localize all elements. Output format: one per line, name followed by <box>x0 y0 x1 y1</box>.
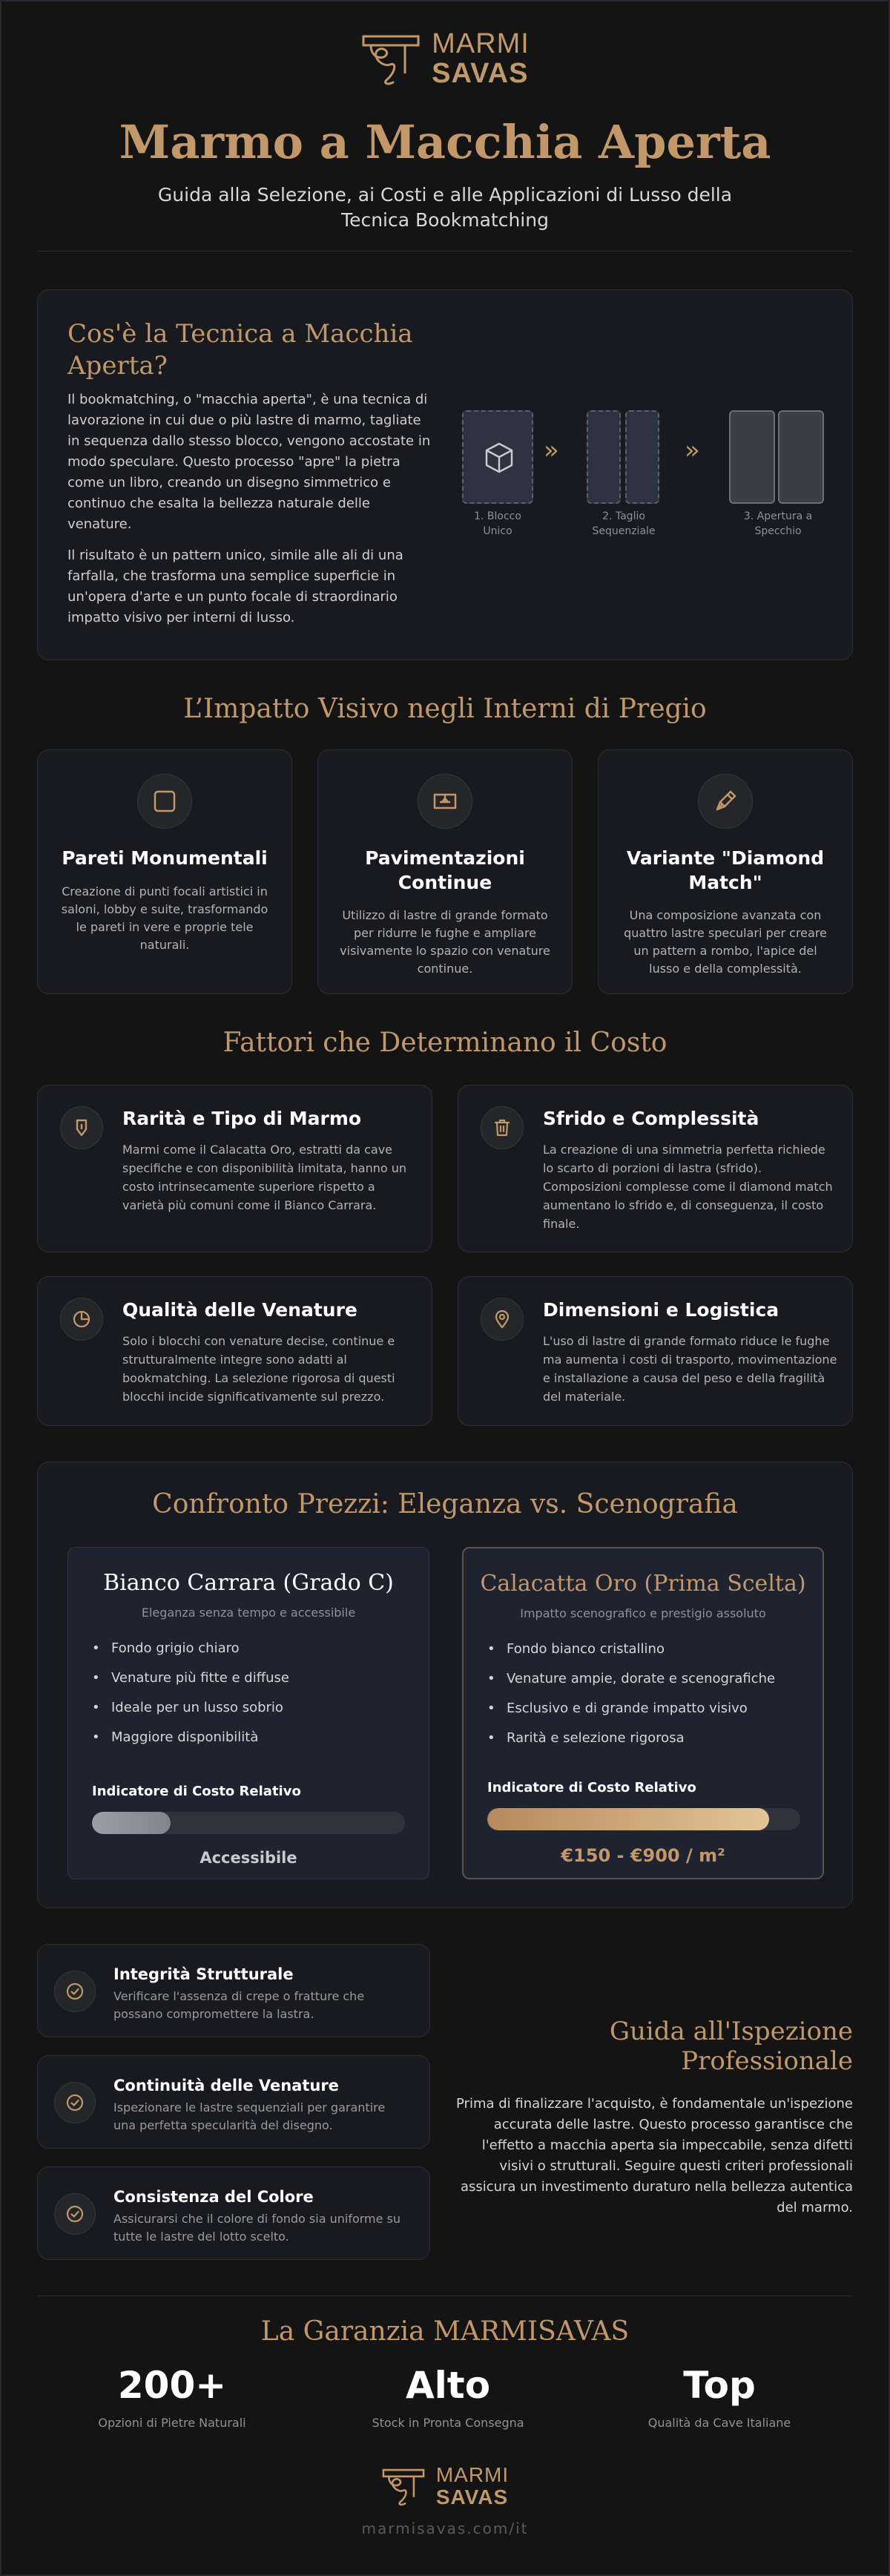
indicator-label: Indicatore di Costo Relativo <box>487 1780 696 1795</box>
stat-value: Alto <box>405 2364 491 2407</box>
application-title: Pavimentazioni Continue <box>365 847 525 893</box>
cost-factor-text: Marmi come il Calacatta Oro, estratti da cave specifiche e con disponibilità limitata, hanno un costo intrinsecamente superiore rispetto a varietà più comuni come il Bianco Carrara. <box>122 1143 407 1212</box>
slab-right-shape <box>625 410 659 504</box>
cost-factor-title: Qualità delle Venature <box>122 1299 357 1321</box>
cost-indicator-fill <box>92 1812 171 1834</box>
stat-item <box>61 2364 283 2430</box>
option-price: €150 - €900 / m² <box>561 1845 725 1866</box>
feature-item: • Fondo grigio chiaro <box>92 1640 289 1670</box>
application-title: Pareti Monumentali <box>62 847 268 869</box>
cost-factor-title: Dimensioni e Logistica <box>543 1299 779 1321</box>
feature-list <box>487 1641 775 1760</box>
step-label-2: 2. Taglio Sequenziale <box>592 510 656 537</box>
check-text: Ispezionare le lastre sequenziali per garantire una perfetta specularità del disegno. <box>113 2100 386 2132</box>
inspection-check-card <box>37 1944 430 2037</box>
check-circle-icon <box>54 1971 96 2012</box>
cost-factor-card <box>37 1085 432 1252</box>
page-title: Marmo a Macchia Aperta <box>119 115 771 169</box>
application-card <box>37 749 292 994</box>
stat-label: Stock in Pronta Consegna <box>372 2416 524 2430</box>
cost-factor-text: La creazione di una simmetria perfetta richiede lo scarto di porzioni di lastra (sfrido). Composizioni complesse come il diamond match aumentano lo sfrido e, di conseguenza, il costo finale. <box>543 1143 833 1231</box>
option-tagline: Impatto scenografico e prestigio assoluto <box>520 1606 766 1620</box>
applications-title: L’Impatto Visivo negli Interni di Pregio <box>183 694 707 724</box>
technique-paragraph-1: Il bookmatching, o "macchia aperta", è una tecnica di lavorazione in cui due o più lastre di marmo, tagliate in sequenza dallo stesso blocco, vengono accostate in modo speculare. Questo processo "apre" la pietra come un libro, creando un disegno simmetrico e continuo che esalta la bellezza naturale delle venature. <box>67 392 431 532</box>
check-circle-icon <box>54 2082 96 2123</box>
footer-logo[interactable] <box>381 2465 509 2508</box>
step-label-3: 3. Apertura a Specchio <box>743 510 813 537</box>
check-title: Integrità Strutturale <box>113 1965 294 1983</box>
trash-icon <box>481 1106 524 1149</box>
option-name: Bianco Carrara (Grado C) <box>103 1570 394 1596</box>
cost-factor-card <box>37 1276 432 1426</box>
guarantee-title: La Garanzia MARMISAVAS <box>260 2316 630 2347</box>
brand-line1: MARMI <box>432 28 530 59</box>
feature-item: • Rarità e selezione rigorosa <box>487 1730 775 1760</box>
feature-item: • Venature più fitte e diffuse <box>92 1670 289 1700</box>
inspection-guide <box>452 2017 853 2218</box>
feature-list <box>92 1640 289 1759</box>
technique-card <box>37 289 853 660</box>
bookmatch-diagram <box>461 409 839 557</box>
gem-icon <box>60 1106 103 1149</box>
stat-item <box>608 2364 831 2430</box>
cost-indicator-bar <box>487 1808 800 1830</box>
brand-line2: SAVAS <box>432 58 529 89</box>
price-option-calacatta <box>462 1547 824 1879</box>
stat-value: 200+ <box>117 2364 227 2407</box>
check-text: Verificare l'assenza di crepe o fratture che possano compromettere la lastra. <box>113 1989 365 2021</box>
arrow-icon: » <box>544 436 559 465</box>
step-label-1: 1. Blocco Unico <box>474 510 521 537</box>
feature-item: • Ideale per un lusso sobrio <box>92 1700 289 1729</box>
cost-factor-card <box>458 1276 853 1426</box>
indicator-label: Indicatore di Costo Relativo <box>92 1784 301 1799</box>
cost-factor-title: Sfrido e Complessità <box>543 1108 759 1129</box>
logo-mark-icon <box>381 2465 426 2507</box>
inspection-check-card <box>37 2166 430 2260</box>
pen-icon <box>698 774 753 829</box>
stat-item <box>337 2364 559 2430</box>
technique-title: Cos'è la Tecnica a Macchia Aperta? <box>67 319 413 381</box>
logo-mark-icon <box>360 30 421 87</box>
mirror-slab-left <box>729 410 775 504</box>
stat-label: Qualità da Cave Italiane <box>647 2416 791 2430</box>
block-shape <box>462 410 533 504</box>
brand-line2: SAVAS <box>435 2485 509 2508</box>
cost-factor-text: Solo i blocchi con venature decise, continue e strutturalmente integre sono adatti al bookmatching. La selezione rigorosa di questi blocchi incide significativamente sul prezzo. <box>122 1334 395 1404</box>
cost-factor-card <box>458 1085 853 1252</box>
price-option-carrara <box>67 1547 429 1879</box>
stat-label: Opzioni di Pietre Naturali <box>98 2416 246 2430</box>
square-icon <box>137 774 192 829</box>
floor-icon <box>418 774 472 829</box>
application-card <box>317 749 573 994</box>
application-text: Una composizione avanzata con quattro lastre speculari per creare un pattern a rombo, l'apice del lusso e della complessità. <box>624 908 827 976</box>
location-pin-icon <box>481 1298 524 1341</box>
inspection-text: Prima di finalizzare l'acquisto, è fondamentale un'ispezione accurata delle lastre. Questo processo garantisce che l'effetto a macchia aperta sia impeccabile, senza difetti visivi o strutturali. Seguire questi criteri professionali assicura un investimento duraturo nella bellezza autentica del marmo. <box>456 2096 853 2215</box>
cube-icon <box>484 441 514 474</box>
application-title: Variante "Diamond Match" <box>626 847 825 893</box>
page-subtitle: Guida alla Selezione, ai Costi e alle Applicazioni di Lusso della Tecnica Bookmatching <box>157 184 733 231</box>
option-tagline: Eleganza senza tempo e accessibile <box>141 1606 356 1620</box>
cost-factor-title: Rarità e Tipo di Marmo <box>122 1108 362 1129</box>
stat-value: Top <box>683 2364 756 2407</box>
inspection-title: Guida all'Ispezione Professionale <box>609 2017 853 2076</box>
feature-item: • Venature ampie, dorate e scenografiche <box>487 1671 775 1701</box>
option-price: Accessibile <box>200 1849 297 1867</box>
pie-chart-icon <box>60 1298 103 1341</box>
footer-url[interactable]: marmisavas.com/it <box>361 2520 529 2537</box>
technique-paragraph-2: Il risultato è un pattern unico, simile alle ali di una farfalla, che trasforma una semplice superficie in un'opera d'arte e un punto focale di straordinario impatto visivo per interni di lusso. <box>67 548 403 625</box>
slab-left-shape <box>587 410 621 504</box>
pricing-title: Confronto Prezzi: Eleganza vs. Scenografia <box>152 1489 738 1519</box>
inspection-check-card <box>37 2055 430 2149</box>
feature-item: • Esclusivo e di grande impatto visivo <box>487 1701 775 1730</box>
brand-line1: MARMI <box>435 2463 510 2486</box>
divider <box>37 251 853 252</box>
costs-title: Fattori che Determinano il Costo <box>222 1028 668 1058</box>
option-name: Calacatta Oro (Prima Scelta) <box>480 1571 806 1597</box>
feature-item: • Fondo bianco cristallino <box>487 1641 775 1671</box>
application-text: Creazione di punti focali artistici in saloni, lobby e suite, trasformando le pareti in vere e proprie tele naturali. <box>61 884 268 952</box>
check-text: Assicurarsi che il colore di fondo sia uniforme su tutte le lastre del lotto scelto. <box>113 2212 401 2244</box>
cost-indicator-fill <box>487 1808 769 1830</box>
arrow-icon: » <box>685 436 700 465</box>
brand-logo[interactable] <box>360 30 530 88</box>
check-title: Continuità delle Venature <box>113 2077 339 2094</box>
footer <box>0 2465 890 2510</box>
application-card <box>598 749 853 994</box>
cost-factor-text: L'uso di lastre di grande formato riduce le fughe ma aumenta i costi di trasporto, movimentazione e installazione a causa del peso e della fragilità del materiale. <box>543 1334 837 1404</box>
header <box>0 30 890 233</box>
check-circle-icon <box>54 2193 96 2235</box>
application-text: Utilizzo di lastre di grande formato per ridurre le fughe e ampliare visivamente lo spazio con venature continue. <box>340 908 550 976</box>
feature-item: • Maggiore disponibilità <box>92 1729 289 1759</box>
price-comparison-card <box>37 1462 853 1908</box>
check-title: Consistenza del Colore <box>113 2188 314 2206</box>
cost-indicator-bar <box>92 1812 405 1834</box>
mirror-slab-right <box>778 410 824 504</box>
